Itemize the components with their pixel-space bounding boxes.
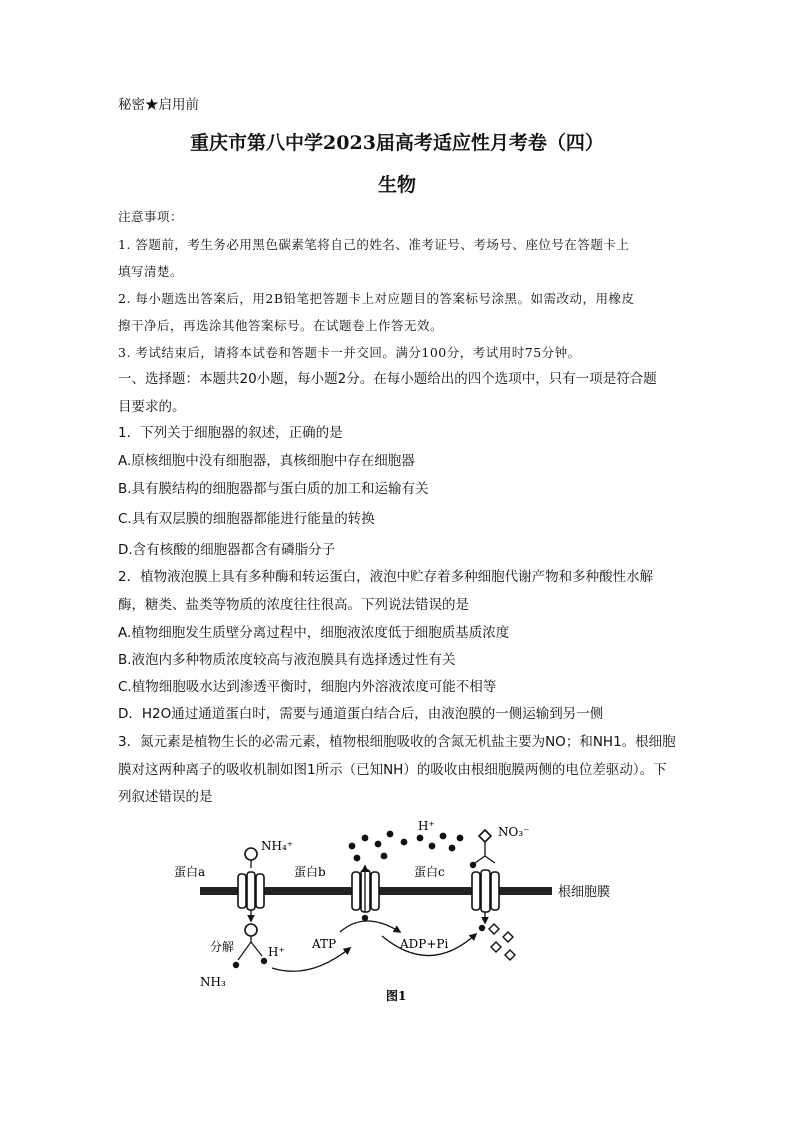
note-line: 1. 答题前，考生务必用黑色碳素笔将自己的姓名、准考证号、考场号、座位号在答题卡上 <box>118 237 630 252</box>
protein-c-label: 蛋白c <box>414 865 445 879</box>
nh3-molecule-icon <box>233 962 239 968</box>
protein-b-label: 蛋白b <box>294 865 326 879</box>
exam-title: 重庆市第八中学2023届高考适应性月考卷（四） <box>190 132 604 154</box>
atp-hydrolysis-arrow <box>340 921 400 932</box>
question-3-stem-cont: 列叙述错误的是 <box>118 789 213 805</box>
question-1-option-d: D.含有核酸的细胞器都含有磷脂分子 <box>118 542 336 558</box>
question-1-option-b: B.具有膜结构的细胞器都与蛋白质的加工和运输有关 <box>118 481 429 497</box>
figure-1-diagram <box>160 808 640 1008</box>
hplus-top-label: H⁺ <box>418 819 435 833</box>
question-2-option-d: D．H2O通过通道蛋白时，需要与通道蛋白结合后，由液泡膜的一侧运输到另一侧 <box>118 706 604 722</box>
notes-heading: 注意事项： <box>118 209 184 224</box>
subject-title: 生物 <box>377 174 416 196</box>
adp-label: ADP+Pi <box>400 937 449 951</box>
protein-c-cotransporter <box>472 870 499 912</box>
no3-inside-cluster-icon <box>489 924 515 960</box>
question-2-option-b: B.液泡内多种物质浓度较高与液泡膜具有选择透过性有关 <box>118 652 456 668</box>
question-1-stem: 1．下列关于细胞器的叙述，正确的是 <box>118 425 343 441</box>
protein-a-channel <box>238 872 264 910</box>
nh4-ion-icon <box>245 848 257 860</box>
question-2-stem-cont: 酶，糖类、盐类等物质的浓度往往很高。下列说法错误的是 <box>118 597 469 613</box>
nh3-label: NH₃ <box>200 975 226 989</box>
note-line: 擦干净后，再选涂其他答案标号。在试题卷上作答无效。 <box>118 318 444 333</box>
no3-label: NO₃⁻ <box>498 825 530 839</box>
question-1-option-a: A.原核细胞中没有细胞器，真核细胞中存在细胞器 <box>118 453 415 469</box>
question-2-option-c: C.植物细胞吸水达到渗透平衡时，细胞内外溶液浓度可能不相等 <box>118 679 497 695</box>
question-2-stem: 2．植物液泡膜上具有多种酶和转运蛋白，液泡中贮存着多种细胞代谢产物和多种酸性水解 <box>118 569 654 585</box>
note-line: 2. 每小题选出答案后，用2B铅笔把答题卡上对应题目的答案标号涂黑。如需改动，用橡皮 <box>118 291 635 306</box>
note-line: 3. 考试结束后，请将本试卷和答题卡一并交回。满分100分，考试用时75分钟。 <box>118 345 581 360</box>
hplus-bottom-label: H⁺ <box>268 945 285 959</box>
atp-label: ATP <box>312 937 337 951</box>
note-line: 填写清楚。 <box>118 264 184 279</box>
hplus-molecule-icon <box>261 958 267 964</box>
decompose-label: 分解 <box>210 940 235 954</box>
membrane-label: 根细胞膜 <box>558 885 611 900</box>
nh4-label: NH₄⁺ <box>261 839 294 853</box>
question-2-option-a: A.植物细胞发生质壁分离过程中，细胞液浓度低于细胞质基质浓度 <box>118 625 510 641</box>
no3-ion-icon <box>479 830 491 842</box>
question-1-option-c: C.具有双层膜的细胞器都能进行能量的转换 <box>118 511 375 527</box>
question-3-stem: 3．氮元素是植物生长的必需元素，植物根细胞吸收的含氮无机盐主要为NO；和NH1。根细胞 <box>118 734 676 750</box>
figure-caption: 图1 <box>386 989 407 1003</box>
protein-a-label: 蛋白a <box>174 865 206 879</box>
nh4-ion-inside-icon <box>245 924 257 936</box>
hplus-cluster-icon <box>349 831 464 862</box>
secret-label: 秘密★启用前 <box>118 97 199 113</box>
section-heading: 一、选择题：本题共20小题，每小题2分。在每小题给出的四个选项中，只有一项是符合题 <box>118 371 657 387</box>
section-heading-cont: 目要求的。 <box>118 399 186 415</box>
question-3-stem-cont: 膜对这两种离子的吸收机制如图1所示（已知NH）的吸收由根细胞膜两侧的电位差驱动）。下 <box>118 762 667 778</box>
